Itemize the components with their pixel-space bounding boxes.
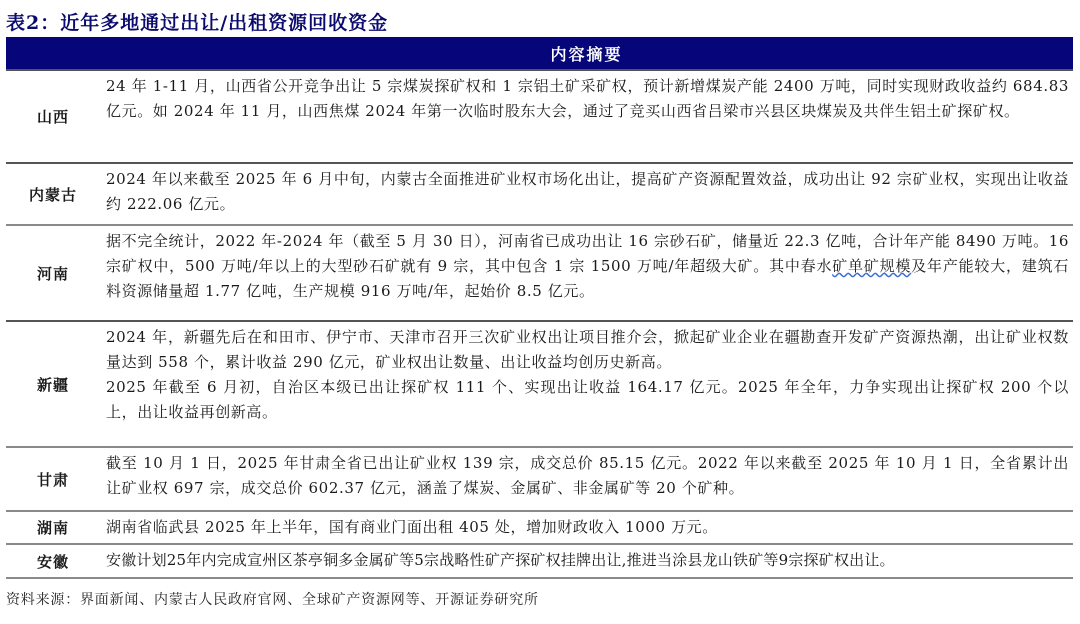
content-paragraph: 安徽计划25年内完成宣州区茶亭铜多金属矿等5宗战略性矿产探矿权挂牌出让,推进当涂县龙山铁矿等9宗探矿权出让。: [106, 551, 895, 569]
header-summary-label: 内容摘要: [550, 44, 623, 64]
row-content: [100, 512, 1073, 543]
content-paragraph: 2024 年，新疆先后在和田市、伊宁市、天津市召开三次矿业权出让项目推介会，掀起矿业企业在疆勘查开发矿产资源热潮，出让矿业权数量达到 558 个，累计收益 290 亿元，矿业权出让数量、出让收益均创历史新高。: [106, 328, 1069, 371]
region-label: 山西: [36, 108, 69, 126]
row-content: [100, 322, 1073, 446]
table-row-henan: [6, 226, 1073, 322]
content-paragraph: 截至 10 月 1 日，2025 年甘肃全省已出让矿业权 139 宗，成交总价 85.15 亿元。2022 年以来截至 2025 年 10 月 1 日，全省累计出让矿业权 697 宗，成交总价 602.37 亿元，涵盖了煤炭、金属矿、非金属矿等 20 个矿种。: [106, 454, 1069, 497]
row-content: [100, 448, 1073, 510]
region-label: 甘肃: [36, 470, 69, 489]
region-label: 湖南: [36, 519, 69, 537]
region-label: 内蒙古: [28, 185, 77, 204]
table-row-shanxi: [6, 71, 1073, 164]
content-paragraph: [106, 229, 1069, 304]
table-row-gansu: [6, 448, 1073, 512]
summary-table: [6, 37, 1073, 579]
table-row-neimenggu: [6, 164, 1073, 226]
row-content: [100, 226, 1073, 320]
content-text: 及年产能较大，建筑石料资源储量超 1.77 亿吨，生产规模 916 万吨/年，起始价 8.5 亿元。: [106, 257, 1069, 300]
content-paragraph: 湖南省临武县 2025 年上半年，国有商业门面出租 405 处，增加财政收入 1000 万元。: [106, 518, 718, 536]
content-paragraph: 2024 年以来截至 2025 年 6 月中旬，内蒙古全面推进矿业权市场化出让，提高矿产资源配置效益，成功出让 92 宗矿业权，实现出让收益约 222.06 亿元。: [106, 170, 1069, 213]
row-content: [100, 545, 1073, 577]
content-paragraph: 2025 年截至 6 月初，自治区本级已出让探矿权 111 个、实现出让收益 164.17 亿元。2025 年全年，力争实现出让探矿权 200 个以上，出让收益再创新高。: [106, 378, 1069, 421]
table-header: [6, 37, 1073, 71]
table-row-anhui: [6, 545, 1073, 579]
source-note: 资料来源：界面新闻、内蒙古人民政府官网、全球矿产资源网等、开源证券研究所: [6, 592, 539, 608]
content-text: 据不完全统计，2022 年-2024 年（截至 5 月 30 日），河南省已成功出让 16 宗砂石矿，储量近 22.3 亿吨，合计年产能 8490 万吨。16 宗矿权中，500 万吨/年以上的大型砂石矿就有 9 宗，其中包含 1 宗 1500 万吨/年超级大矿。其中春水: [106, 232, 1069, 275]
table-row-xinjiang: [6, 322, 1073, 448]
row-content: [100, 71, 1073, 162]
table-title: 表2：近年多地通过出让/出租资源回收资金: [6, 12, 389, 34]
spellcheck-underlined-text: 矿单矿规模: [832, 257, 912, 275]
table-row-hunan: [6, 512, 1073, 545]
region-label: 安徽: [36, 552, 69, 571]
row-content: [100, 164, 1073, 224]
region-label: 新疆: [36, 375, 69, 394]
region-label: 河南: [36, 264, 69, 283]
content-paragraph: 24 年 1-11 月，山西省公开竞争出让 5 宗煤炭探矿权和 1 宗铝土矿采矿权，预计新增煤炭产能 2400 万吨，同时实现财政收益约 684.83 亿元。如 2024 年 11 月，山西焦煤 2024 年第一次临时股东大会，通过了竞买山西省吕梁市兴县区块煤炭及共伴生铝土矿探矿权。: [106, 77, 1069, 120]
